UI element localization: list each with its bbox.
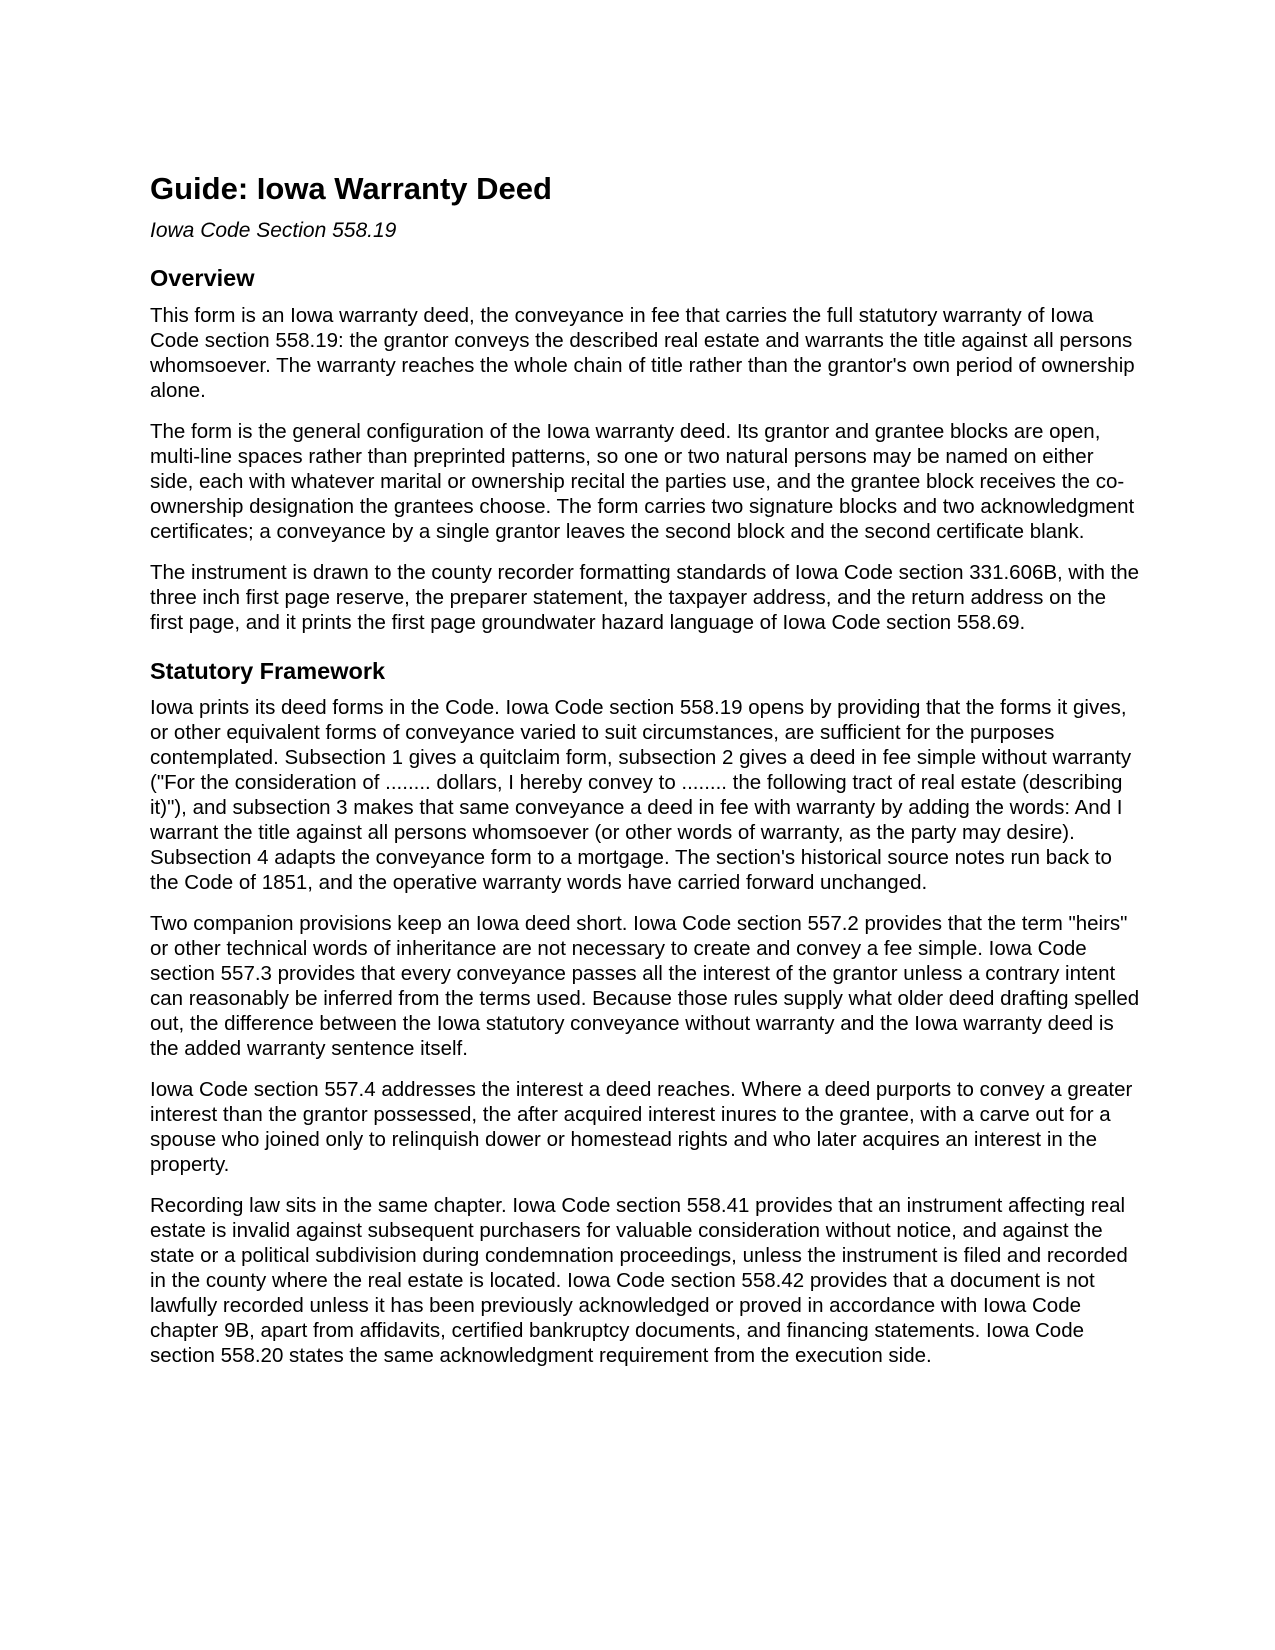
paragraph: The form is the general configuration of the Iowa warranty deed. Its grantor and grantee blocks are open, multi-line spaces rather than preprinted patterns, so one or two natural persons may be named on either side, each with whatever marital or ownership recital the parties use, and the grantee block receives the co-ownership designation the grantees choose. The form carries two signature blocks and two acknowledgment certificates; a conveyance by a single grantor leaves the second block and the second certificate blank. [150,419,1135,543]
document-page [150,170,1140,1384]
paragraph: Recording law sits in the same chapter. Iowa Code section 558.41 provides that an instrument affecting real estate is invalid against subsequent purchasers for valuable consideration without notice, and against the state or a political subdivision during condemnation proceedings, unless the instrument is filed and recorded in the county where the real estate is located. Iowa Code section 558.42 provides that a document is not lawfully recorded unless it has been previously acknowledged or proved in accordance with Iowa Code chapter 9B, apart from affidavits, certified bankruptcy documents, and financing statements. Iowa Code section 558.20 states the same acknowledgment requirement from the execution side. [150,1194,1128,1368]
document-title: Guide: Iowa Warranty Deed [150,171,552,206]
paragraph: Iowa Code section 557.4 addresses the interest a deed reaches. Where a deed purports to convey a greater interest than the grantor possessed, the after acquired interest inures to the grantee, with a carve out for a spouse who joined only to relinquish dower or homestead rights and who later acquires an interest in the property. [150,1078,1133,1177]
paragraph: This form is an Iowa warranty deed, the conveyance in fee that carries the full statutory warranty of Iowa Code section 558.19: the grantor conveys the described real estate and warrants the title against all persons whomsoever. The warranty reaches the whole chain of title rather than the grantor's own period of ownership alone. [150,303,1135,402]
section-overview [150,264,1140,634]
paragraph: The instrument is drawn to the county recorder formatting standards of Iowa Code section 331.606B, with the three inch first page reserve, the preparer statement, the taxpayer address, and the return address on the first page, and it prints the first page groundwater hazard language of Iowa Code section 558.69. [150,560,1140,634]
section-heading: Overview [150,265,255,292]
section-statutory-framework [150,657,1140,1368]
paragraph: Iowa prints its deed forms in the Code. Iowa Code section 558.19 opens by providing that the forms it gives, or other equivalent forms of conveyance varied to suit circumstances, are sufficient for the purposes contemplated. Subsection 1 gives a quitclaim form, subsection 2 gives a deed in fee simple without warranty ("For the consideration of ........ dollars, I hereby convey to ........ the following tract of real estate (describing it)"), and subsection 3 makes that same conveyance a deed in fee with warranty by adding the words: And I warrant the title against all persons whomsoever (or other words of warranty, as the party may desire). Subsection 4 adapts the conveyance form to a mortgage. The section's historical source notes run back to the Code of 1851, and the operative warranty words have carried forward unchanged. [150,696,1132,895]
document-subtitle: Iowa Code Section 558.19 [150,219,397,243]
paragraph: Two companion provisions keep an Iowa deed short. Iowa Code section 557.2 provides that the term "heirs" or other technical words of inheritance are not necessary to create and convey a fee simple. Iowa Code section 557.3 provides that every conveyance passes all the interest of the grantor unless a contrary intent can reasonably be inferred from the terms used. Because those rules supply what older deed drafting spelled out, the difference between the Iowa statutory conveyance without warranty and the Iowa warranty deed is the added warranty sentence itself. [150,912,1140,1061]
section-heading: Statutory Framework [150,657,386,684]
